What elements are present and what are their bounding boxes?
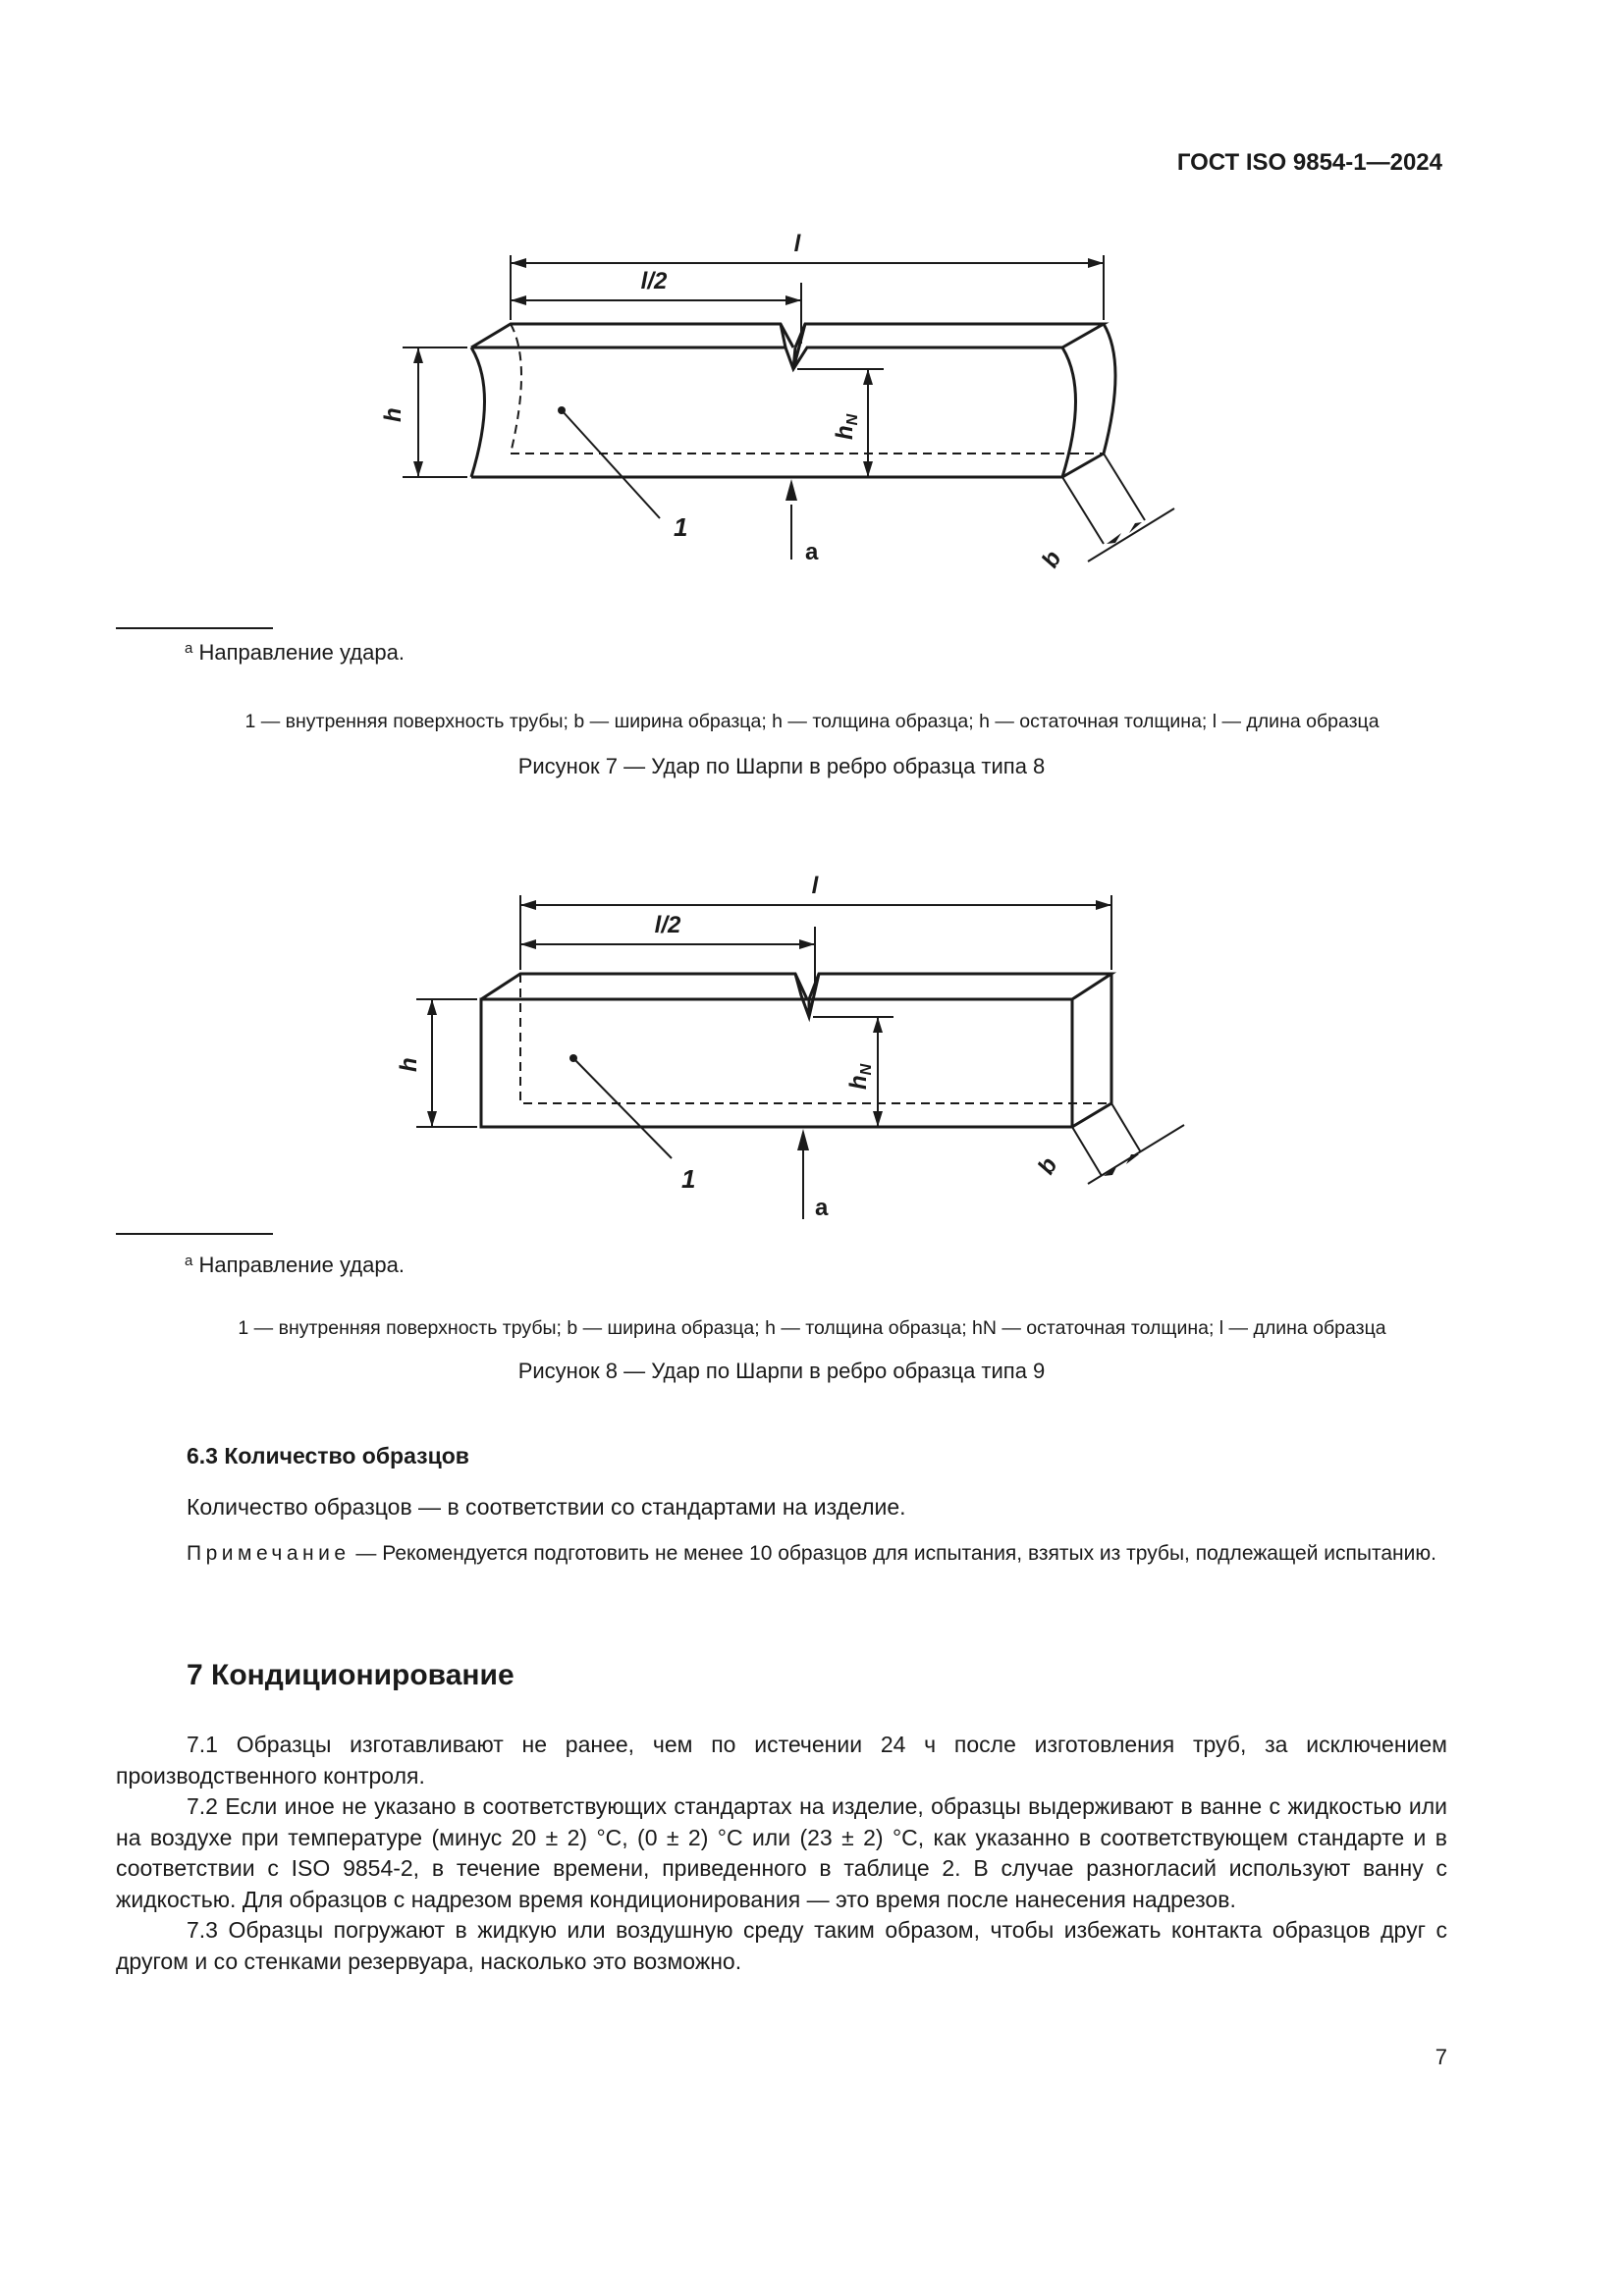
fig8-caption: Рисунок 8 — Удар по Шарпи в ребро образца типа 9 — [517, 1359, 1046, 1383]
fig7-footnote — [185, 640, 405, 666]
fig7-label-a: a — [805, 539, 819, 565]
paragraph-7-1: 7.1 Образцы изготавливают не ранее, чем по истечении 24 ч после изготовления труб, за исключением производственного контроля. — [116, 1732, 1447, 1789]
note-label: Примечание — [187, 1542, 351, 1565]
fig7-label-l-half: l/2 — [640, 268, 668, 294]
fig8-footnote-text: Направление удара. — [198, 1253, 405, 1277]
fig7-right-end-curve — [1062, 347, 1076, 477]
fig8-label-a: a — [815, 1195, 829, 1221]
fig8-footnote — [185, 1253, 405, 1278]
fig7-left-end-curve — [471, 347, 485, 477]
fig8-label-h: h — [396, 1057, 422, 1072]
fig7-label-h: h — [380, 407, 406, 422]
fig8-legend: 1 — внутренняя поверхность трубы; b — ширина образца; h — толщина образца; hN — остаточная толщина; l — длина образца — [238, 1317, 1386, 1339]
fig8-front-face — [481, 999, 1072, 1127]
fig7-point-1 — [558, 406, 566, 414]
figure-7-drawing — [0, 216, 1624, 589]
fig8-dimension-hn — [813, 1017, 893, 1127]
paragraph-7-2: 7.2 Если иное не указано в соответствующих стандартах на изделие, образцы выдерживают в ванне с жидкостью или на воздухе при температуре (минус 20 ± 2) °С, (0 ± 2) °С или (23 ± 2) °С, как указанно в соответствующем стандарте и в соответствии с ISO 9854-2, в течение времени, приведенного в таблице 2. В случае разногласий используют ванну с жидкостью. Для образцов с надрезом время кондиционирования — это время после нанесения надрезов. — [116, 1793, 1447, 1912]
figure-8-drawing — [0, 864, 1624, 1221]
fig7-footnote-text: Направление удара. — [198, 640, 405, 665]
fig7-front-top-edge — [471, 347, 1062, 369]
svg-text:hN — [845, 1063, 875, 1090]
document-header: ГОСТ ISO 9854-1—2024 — [1176, 149, 1442, 176]
fig8-label-l-half: l/2 — [654, 912, 681, 938]
fig8-point-1 — [569, 1054, 577, 1062]
page-number: 7 — [1435, 2045, 1447, 2069]
section-7-body — [116, 1730, 1447, 1977]
fig8-impact-arrowhead — [797, 1129, 809, 1150]
note-text: — Рекомендуется подготовить не менее 10 образцов для испытания, взятых из трубы, подлежащей испытанию. — [350, 1542, 1436, 1565]
fig7-label-1: 1 — [674, 512, 688, 542]
fig7-legend: 1 — внутренняя поверхность трубы; b — ширина образца; h — толщина образца; h — остаточная толщина; l — длина образца — [244, 711, 1380, 732]
fig7-footnote-rule — [116, 627, 273, 629]
fig7-dimension-h — [403, 347, 467, 477]
fig7-hidden-left-curve — [511, 324, 521, 454]
fig7-dimension-b — [1062, 454, 1174, 561]
fig7-label-b: b — [1036, 546, 1067, 572]
fig7-dimension-hn — [797, 369, 884, 477]
section-6-3-note — [116, 1539, 1447, 1569]
fig7-footnote-mark: a — [185, 640, 193, 657]
paragraph-7-3: 7.3 Образцы погружают в жидкую или воздушную среду таким образом, чтобы избежать контакта образцов друг с другом и со стенками резервуара, насколько это возможно. — [116, 1917, 1447, 1974]
fig7-impact-arrowhead — [785, 479, 797, 501]
section-7-heading: 7 Кондиционирование — [187, 1659, 514, 1691]
fig8-footnote-rule — [116, 1233, 273, 1235]
fig7-back-right-curve — [1104, 324, 1115, 454]
fig8-label-1: 1 — [681, 1164, 696, 1194]
fig8-label-b: b — [1032, 1152, 1063, 1179]
fig7-top-face — [471, 324, 1104, 347]
fig7-label-l: l — [793, 231, 801, 257]
fig7-label-hn: h — [832, 425, 858, 440]
fig8-footnote-mark: a — [185, 1253, 193, 1269]
section-6-3-heading: 6.3 Количество образцов — [187, 1443, 469, 1468]
fig8-label-n-sub: N — [858, 1063, 875, 1076]
fig8-leader-1 — [573, 1058, 672, 1158]
fig7-caption: Рисунок 7 — Удар по Шарпи в ребро образца типа 8 — [517, 754, 1046, 778]
fig7-extension-lines — [511, 255, 1104, 320]
section-6-3-text: Количество образцов — в соответствии со стандартами на изделие. — [187, 1494, 906, 1520]
fig7-label-n-sub: N — [844, 413, 861, 426]
fig7-leader-1 — [562, 410, 660, 518]
fig8-dimension-h — [416, 999, 477, 1127]
svg-text:hN — [832, 413, 861, 440]
fig8-label-hn: h — [845, 1075, 872, 1090]
fig8-label-l: l — [811, 873, 819, 899]
